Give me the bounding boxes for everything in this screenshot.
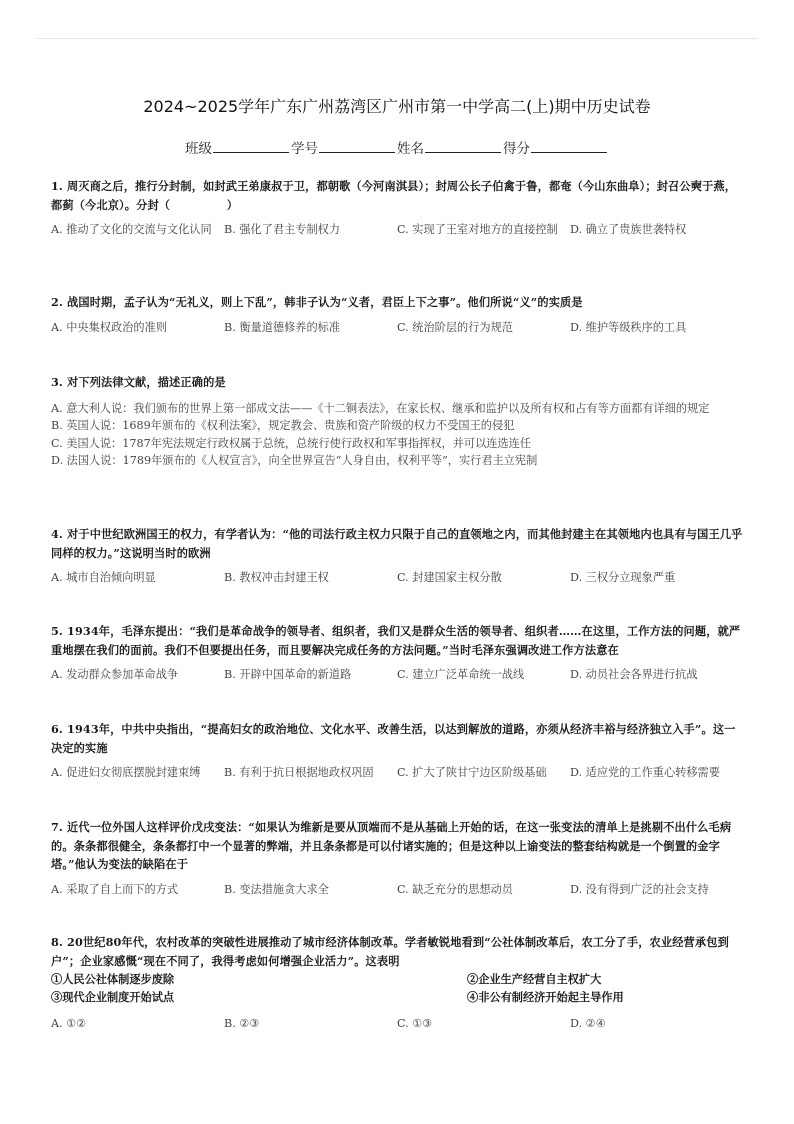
class-blank [213,141,289,153]
student-id-blank [319,141,395,153]
class-label: 班级 [185,141,212,157]
option-b[interactable]: B. ②③ [224,1017,260,1030]
option-c[interactable]: C. 建立广泛革命统一战线 [397,668,525,681]
question-stem: 8. 20世纪80年代，农村改革的突破性进展推动了城市经济体制改革。学者敏锐地看到“公社体制改革后，农工分了手，农业经营承包到户”；企业家感慨“现在不同了，我得考虑如何增强企业活力”。这表明 [51,935,729,968]
option-d[interactable]: D. 适应党的工作重心转移需要 [570,766,720,779]
option-d[interactable]: D. 确立了贵族世袭特权 [570,223,687,236]
option-list [51,1015,744,1033]
question-stem: 5. 1934年，毛泽东提出：“我们是革命战争的领导者、组织者，我们又是群众生活的领导者、组织者……在这里，工作方法的问题，就严重地摆在我们的面前。我们不但要提出任务，而且要解决完成任务的方法问题。”当时毛泽东强调改进工作方法意在 [51,624,741,657]
statement-2: ②企业生产经营自主权扩大 [467,972,602,986]
option-list [51,221,744,239]
statement-3: ③现代企业制度开始试点 [51,990,175,1004]
option-b[interactable]: B. 有利于抗日根据地政权巩固 [224,766,374,779]
question-4 [51,525,744,587]
question-8 [51,933,744,1033]
question-stem: 2. 战国时期，孟子认为“无礼义，则上下乱”，韩非子认为“义者，君臣上下之事”。他们所说“义”的实质是 [51,295,583,309]
statement-1: ①人民公社体制逐步废除 [51,972,175,986]
option-a[interactable]: A. 促进妇女彻底摆脱封建束缚 [51,766,201,779]
statement-4: ④非公有制经济开始起主导作用 [467,990,624,1004]
option-a[interactable]: A. 中央集权政治的准则 [51,320,167,334]
option-c[interactable]: C. 封建国家主权分散 [397,571,502,584]
question-6 [51,720,744,782]
question-stem: 6. 1943年，中共中央指出，“提高妇女的政治地位、文化水平、改善生活，以达到解放的道路，亦须从经济丰裕与经济独立入手”。这一决定的实施 [51,722,736,755]
option-list [51,400,744,470]
option-a[interactable]: A. 意大利人说：我们颁布的世界上第一部成文法——《十二铜表法》，在家长权、继承和监护以及所有权和占有等方面都有详细的规定 [51,401,710,415]
question-7 [51,818,744,898]
name-label: 姓名 [397,141,424,157]
option-a[interactable]: A. 发动群众参加革命战争 [51,668,179,681]
option-list [51,881,744,899]
option-b[interactable]: B. 变法措施贪大求全 [224,882,329,896]
option-a[interactable]: A. ①② [51,1017,87,1030]
option-a[interactable]: A. 推动了文化的交流与文化认同 [51,223,212,236]
score-label: 得分 [503,141,530,157]
option-c[interactable]: C. 美国人说：1787年宪法规定行政权属于总统，总统行使行政权和军事指挥权，并可以连选连任 [51,436,532,450]
page-title: 2024~2025学年广东广州荔湾区广州市第一中学高二(上)期中历史试卷 [143,97,651,116]
option-c[interactable]: C. 实现了王室对地方的直接控制 [397,223,558,236]
option-c[interactable]: C. 缺乏充分的思想动员 [397,882,513,896]
statement-list [51,970,744,1006]
option-b[interactable]: B. 教权冲击封建王权 [224,571,329,584]
student-info-line [0,137,794,157]
option-c[interactable]: C. ①③ [397,1017,433,1030]
top-rule [36,38,758,39]
option-c[interactable]: C. 扩大了陕甘宁边区阶级基础 [397,766,547,779]
option-b[interactable]: B. 强化了君主专制权力 [224,223,341,236]
option-list [51,569,744,587]
question-5 [51,622,744,684]
option-b[interactable]: B. 衡量道德修养的标准 [224,320,341,334]
question-stem: 7. 近代一位外国人这样评价戊戌变法：“如果认为维新是要从顶端而不是从基础上开始的话，在这一张变法的清单上是挑剔不出什么毛病的。条条都很健全，条条都打中一个显著的弊端，并且条条都是可以付诸实施的；但是这种以上谕变法的整套结构就是一个倒置的金字塔。”他认为变法的缺陷在于 [51,820,732,871]
question-3 [51,373,744,470]
option-list [51,666,744,684]
option-a[interactable]: A. 采取了自上而下的方式 [51,882,179,896]
option-b[interactable]: B. 开辟中国革命的新道路 [224,668,352,681]
option-d[interactable]: D. 法国人说：1789年颁布的《人权宣言》，向全世界宣告“人身自由，权利平等”，实行君主立宪制 [51,454,538,467]
option-d[interactable]: D. 没有得到广泛的社会支持 [570,882,709,896]
question-2 [51,293,744,336]
question-1 [51,177,744,239]
option-a[interactable]: A. 城市自治倾向明显 [51,571,156,584]
question-stem: 4. 对于中世纪欧洲国王的权力，有学者认为：“他的司法行政主权力只限于自己的直领地之内，而其他封建主在其领地内也具有与国王几乎同样的权力。”这说明当时的欧洲 [51,527,743,560]
name-blank [425,141,501,153]
option-c[interactable]: C. 统治阶层的行为规范 [397,320,513,334]
option-d[interactable]: D. ②④ [570,1017,606,1030]
option-b[interactable]: B. 英国人说：1689年颁布的《权利法案》，规定教会、贵族和资产阶级的权力不受国王的侵犯 [51,419,515,432]
option-d[interactable]: D. 维护等级秩序的工具 [570,320,687,334]
option-d[interactable]: D. 动员社会各界进行抗战 [570,668,698,681]
question-stem: 3. 对下列法律文献，描述正确的是 [51,375,226,389]
option-list [51,319,744,337]
question-stem: 1. 周灭商之后，推行分封制，如封武王弟康叔于卫，都朝歌（今河南淇县）；封周公长子伯禽于鲁，都奄（今山东曲阜）；封召公奭于燕，都蓟（今北京）。分封（ ） [51,179,737,212]
option-d[interactable]: D. 三权分立现象严重 [570,571,676,584]
option-list [51,764,744,782]
score-blank [531,141,607,153]
student-id-label: 学号 [291,141,318,157]
